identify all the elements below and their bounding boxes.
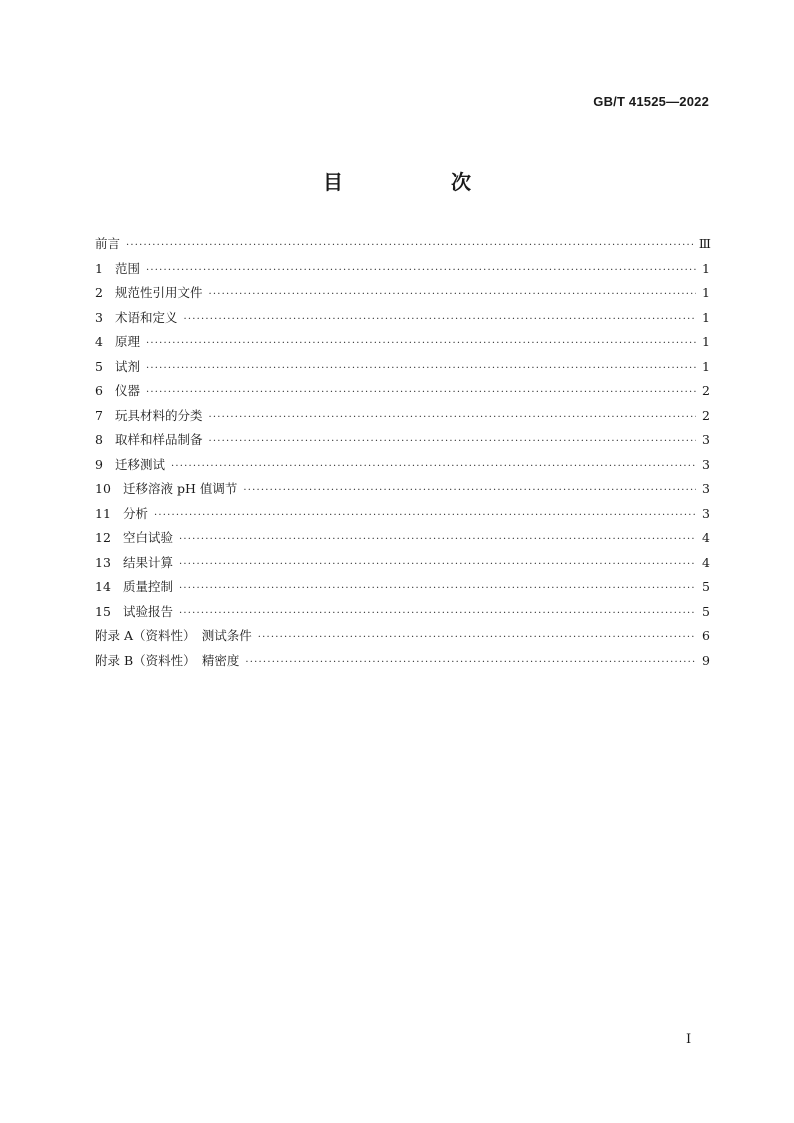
toc-entry[interactable] xyxy=(95,379,710,404)
toc-entry[interactable] xyxy=(95,551,710,576)
toc-entry-page: 3 xyxy=(702,432,710,447)
toc-entry[interactable] xyxy=(95,624,710,649)
toc-entry-number: 6 xyxy=(95,383,103,398)
toc-entry-page: 2 xyxy=(702,383,710,398)
toc-entry-number: 7 xyxy=(95,407,103,423)
toc-entry-label: 范围 xyxy=(115,260,141,276)
toc-entry-page: 1 xyxy=(702,285,710,300)
toc-entry-number: 4 xyxy=(95,334,103,349)
toc-entry[interactable] xyxy=(95,526,710,551)
toc-entry-page: 1 xyxy=(702,309,710,325)
toc-leader-dots xyxy=(126,234,693,259)
toc-title: 目 次 xyxy=(323,170,515,194)
toc-entry-label: 迁移溶液 pH 值调节 xyxy=(123,481,238,496)
toc-entry-page: 9 xyxy=(702,652,710,668)
toc-entry-label: 试验报告 xyxy=(123,603,174,619)
toc-leader-dots xyxy=(243,479,696,504)
toc-leader-dots xyxy=(258,626,696,651)
toc-entry-page: 4 xyxy=(702,530,710,545)
toc-leader-dots xyxy=(146,259,696,284)
toc-leader-dots xyxy=(154,504,696,529)
toc-entry-label: 分析 xyxy=(123,505,149,521)
toc-entry-page: 3 xyxy=(702,456,710,472)
toc-leader-dots xyxy=(146,381,696,406)
toc-entry-page: 4 xyxy=(702,554,710,570)
toc-leader-dots xyxy=(179,577,696,602)
toc-entry-page: 1 xyxy=(702,260,710,276)
toc-entry-label: 规范性引用文件 xyxy=(115,285,203,300)
toc-entry-page: Ⅲ xyxy=(698,236,711,251)
toc-entry-number: 15 xyxy=(95,603,111,619)
toc-entry-number: 9 xyxy=(95,456,103,472)
toc-entry-page: 5 xyxy=(702,579,710,594)
toc-entry-label: 迁移测试 xyxy=(115,456,166,472)
toc-entry[interactable] xyxy=(95,428,710,453)
toc-entry-page: 3 xyxy=(702,481,710,496)
toc-leader-dots xyxy=(209,430,696,455)
toc-entry-page: 5 xyxy=(702,603,710,619)
toc-leader-dots xyxy=(171,455,696,480)
toc-entry[interactable] xyxy=(95,502,710,527)
toc-entry-number: 10 xyxy=(95,481,111,496)
toc-entry[interactable] xyxy=(95,281,710,306)
toc-entry-label: 前言 xyxy=(95,236,121,251)
toc-leader-dots xyxy=(245,651,696,676)
toc-entry-number: 2 xyxy=(95,285,103,300)
toc-entry-label: 仪器 xyxy=(115,383,141,398)
toc-entry-label: 原理 xyxy=(115,334,141,349)
toc-entry-label: 试剂 xyxy=(115,358,141,374)
toc-entry-page: 1 xyxy=(702,334,710,349)
toc-entry-label: 空白试验 xyxy=(123,530,174,545)
toc-entry-label: 附录 B（资料性） 精密度 xyxy=(95,652,240,668)
toc-entry[interactable] xyxy=(95,453,710,478)
standard-code: GB/T 41525—2022 xyxy=(593,94,709,109)
toc-leader-dots xyxy=(209,406,696,431)
toc-entry-page: 2 xyxy=(702,407,710,423)
toc-leader-dots xyxy=(209,283,696,308)
toc-entry-page: 6 xyxy=(702,628,710,643)
toc-leader-dots xyxy=(179,528,696,553)
toc-entry-label: 附录 A（资料性） 测试条件 xyxy=(95,628,252,643)
toc-entry-page: 1 xyxy=(702,358,710,374)
toc-entry[interactable] xyxy=(95,575,710,600)
toc-entry-number: 13 xyxy=(95,554,111,570)
toc-entry-label: 取样和样品制备 xyxy=(115,432,203,447)
toc-leader-dots xyxy=(179,602,696,627)
page-number: I xyxy=(686,1032,692,1047)
toc-entry[interactable] xyxy=(95,649,710,674)
toc-entry-number: 5 xyxy=(95,358,103,374)
toc-entry[interactable] xyxy=(95,232,710,257)
toc-entry-number: 1 xyxy=(95,260,103,276)
toc-leader-dots xyxy=(184,308,696,333)
toc-entry[interactable] xyxy=(95,306,710,331)
toc-entry[interactable] xyxy=(95,330,710,355)
toc-entry-number: 3 xyxy=(95,309,103,325)
toc-entry[interactable] xyxy=(95,477,710,502)
toc-entry-number: 14 xyxy=(95,579,111,594)
toc-entry[interactable] xyxy=(95,600,710,625)
toc-leader-dots xyxy=(179,553,696,578)
toc-entry-label: 术语和定义 xyxy=(115,309,178,325)
toc-entry-page: 3 xyxy=(702,505,710,521)
toc-entry[interactable] xyxy=(95,404,710,429)
toc-entry-label: 玩具材料的分类 xyxy=(115,407,203,423)
toc-entry-number: 12 xyxy=(95,530,111,545)
toc-entry-number: 11 xyxy=(95,505,111,521)
toc-leader-dots xyxy=(146,357,696,382)
toc-entry-label: 结果计算 xyxy=(123,554,174,570)
toc-leader-dots xyxy=(146,332,696,357)
toc-entry[interactable] xyxy=(95,355,710,380)
toc-entry-number: 8 xyxy=(95,432,103,447)
toc-entry-label: 质量控制 xyxy=(123,579,174,594)
table-of-contents xyxy=(95,232,710,673)
toc-entry[interactable] xyxy=(95,257,710,282)
